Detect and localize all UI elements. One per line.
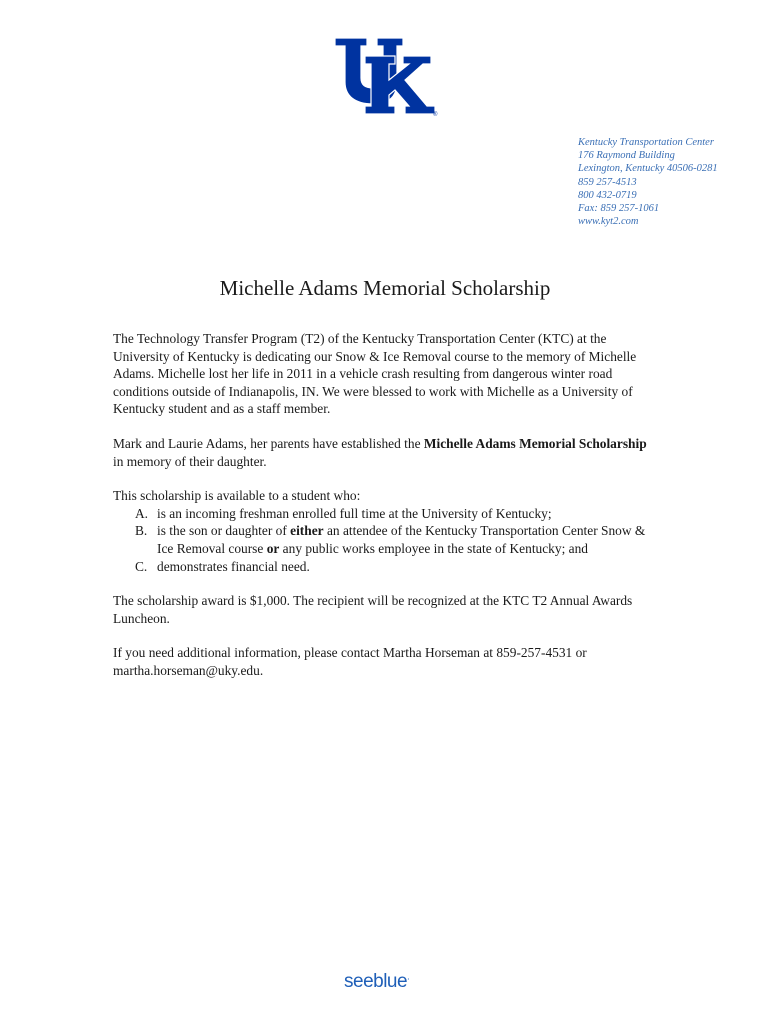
svg-text:®: ®	[433, 112, 438, 118]
address-fax: Fax: 859 257-1061	[578, 203, 660, 215]
parents-paragraph	[113, 435, 658, 470]
address-org: Kentucky Transportation Center	[578, 137, 714, 148]
uk-logo-icon	[333, 36, 441, 118]
criteria-b-text-3: any public works employee in the state of Kentucky; and	[279, 540, 588, 556]
list-marker: A.	[135, 505, 149, 521]
seeblue-mark: .	[407, 971, 410, 982]
list-item	[113, 558, 658, 576]
criteria-a-text: is an incoming freshman enrolled full time at the University of Kentucky;	[157, 505, 552, 521]
page-title: Michelle Adams Memorial Scholarship	[219, 276, 551, 300]
list-item	[113, 522, 658, 557]
address-street: 176 Raymond Building	[578, 150, 675, 162]
parents-text-before: Mark and Laurie Adams, her parents have established the	[113, 435, 424, 451]
address-phone: 859 257-4513	[578, 176, 637, 188]
seeblue-logo	[344, 971, 434, 997]
address-website-link[interactable]: www.kyt2.com	[578, 216, 639, 228]
criteria-b-text-1: is the son or daughter of	[157, 523, 291, 539]
address-city: Lexington, Kentucky 40506-0281	[578, 163, 718, 175]
scholarship-name-bold: Michelle Adams Memorial Scholarship	[423, 435, 647, 451]
intro-paragraph: The Technology Transfer Program (T2) of the Kentucky Transportation Center (KTC) at the University of Kentucky is dedicating our Snow & Ice Removal course to the memory of Michelle Adams. Michelle lost her life in 2011 in a vehicle crash resulting from dangerous winter road conditions outside of Indianapolis, IN. We were blessed to work with Michelle as a University of Kentucky student and as a staff member.	[113, 331, 637, 417]
parents-text-after: in memory of their daughter.	[113, 453, 267, 469]
criteria-c-text: demonstrates financial need.	[157, 558, 310, 574]
criteria-b-bold-or: or	[266, 540, 280, 556]
criteria-b-text-2: an attendee of the Kentucky Transportation Center Snow & Ice Removal course	[157, 523, 646, 556]
contact-paragraph: If you need additional information, please contact Martha Horseman at 859-257-4531 or martha.horseman@uky.edu.	[113, 645, 587, 678]
address-block	[578, 136, 764, 228]
criteria-list	[113, 505, 658, 575]
criteria-b-bold-either: either	[290, 523, 324, 539]
award-paragraph: The scholarship award is $1,000. The recipient will be recognized at the KTC T2 Annual Awards Luncheon.	[113, 593, 633, 626]
address-tollfree: 800 432-0719	[578, 189, 637, 201]
list-marker: B.	[135, 523, 148, 539]
seeblue-text: seeblue	[344, 971, 408, 992]
list-marker: C.	[135, 558, 148, 574]
criteria-intro: This scholarship is available to a student who:	[113, 488, 361, 504]
document-body	[113, 330, 658, 697]
list-item	[113, 505, 658, 523]
